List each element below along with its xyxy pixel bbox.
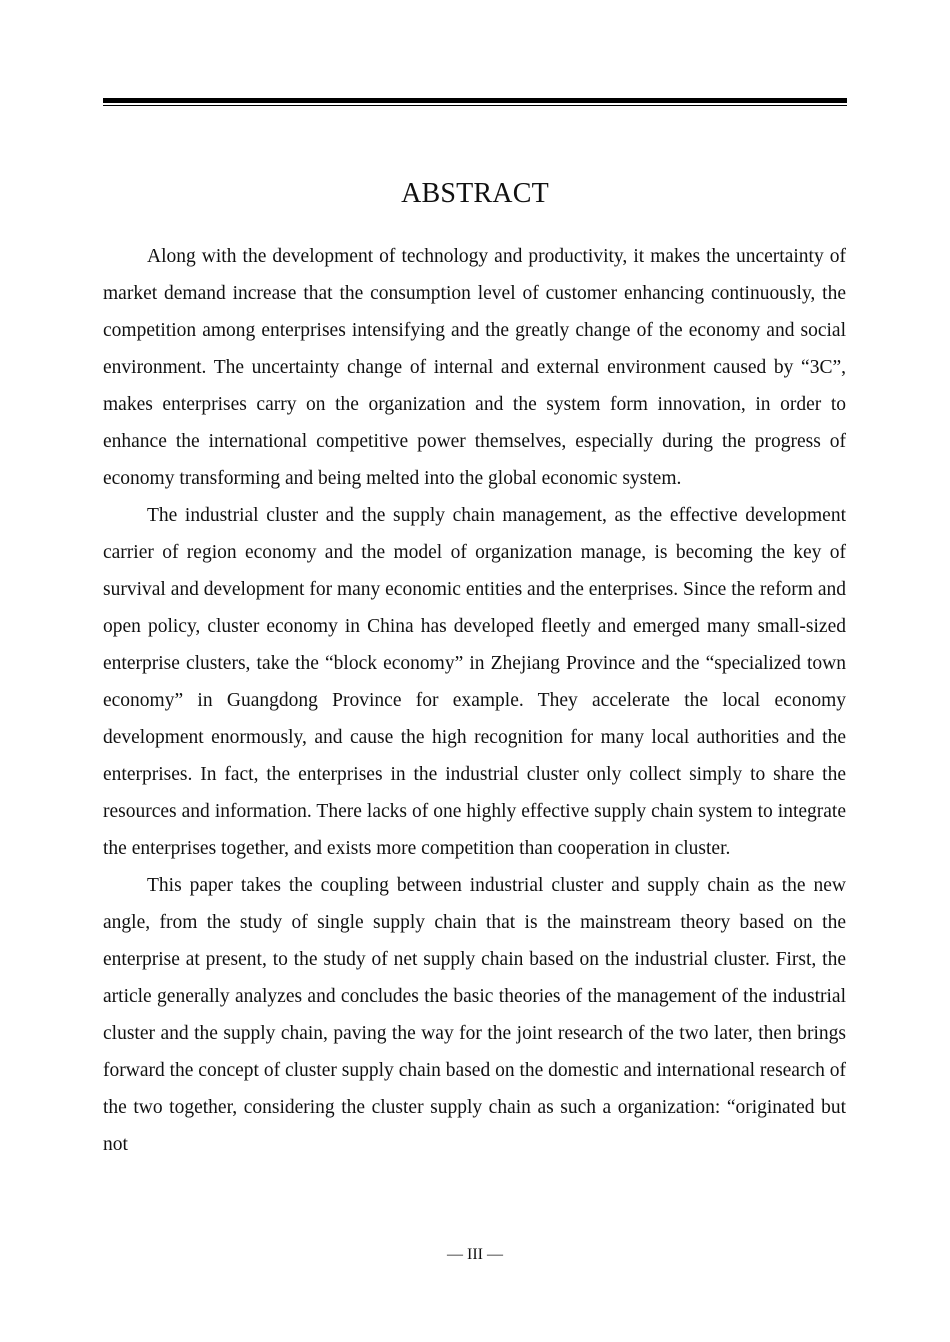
abstract-paragraph-3: This paper takes the coupling between industrial cluster and supply chain as the new angle, from the study of single supply chain that is the mainstream theory based on the enterprise at present, to the study of net supply chain based on the industrial cluster. First, the article generally analyzes and concludes the basic theories of the management of the industrial cluster and the supply chain, paving the way for the joint research of the two later, then brings forward the concept of cluster supply chain based on the domestic and international research of the two together, considering the cluster supply chain as such a organization: “originated but not [103, 875, 846, 1155]
header-rule-thin [103, 105, 847, 106]
abstract-body [103, 238, 846, 1163]
abstract-title: ABSTRACT [401, 178, 549, 209]
abstract-paragraph-2: The industrial cluster and the supply chain management, as the effective development carrier of region economy and the model of organization manage, is becoming the key of survival and development for many economic entities and the enterprises. Since the reform and open policy, cluster economy in China has developed fleetly and emerged many small-sized enterprise clusters, take the “block economy” in Zhejiang Province and the “specialized town economy” in Guangdong Province for example. They accelerate the local economy development enormously, and cause the high recognition for many local authorities and the enterprises. In fact, the enterprises in the industrial cluster only collect simply to share the resources and information. There lacks of one highly effective supply chain system to integrate the enterprises together, and exists more competition than cooperation in cluster. [103, 505, 846, 859]
abstract-paragraph-1: Along with the development of technology and productivity, it makes the uncertainty of market demand increase that the consumption level of customer enhancing continuously, the competition among enterprises intensifying and the greatly change of the economy and social environment. The uncertainty change of internal and external environment caused by “3C”, makes enterprises carry on the organization and the system form innovation, in order to enhance the international competitive power themselves, especially during the progress of economy transforming and being melted into the global economic system. [103, 246, 846, 489]
page-number: — III — [447, 1246, 503, 1263]
header-rule-thick [103, 98, 847, 103]
